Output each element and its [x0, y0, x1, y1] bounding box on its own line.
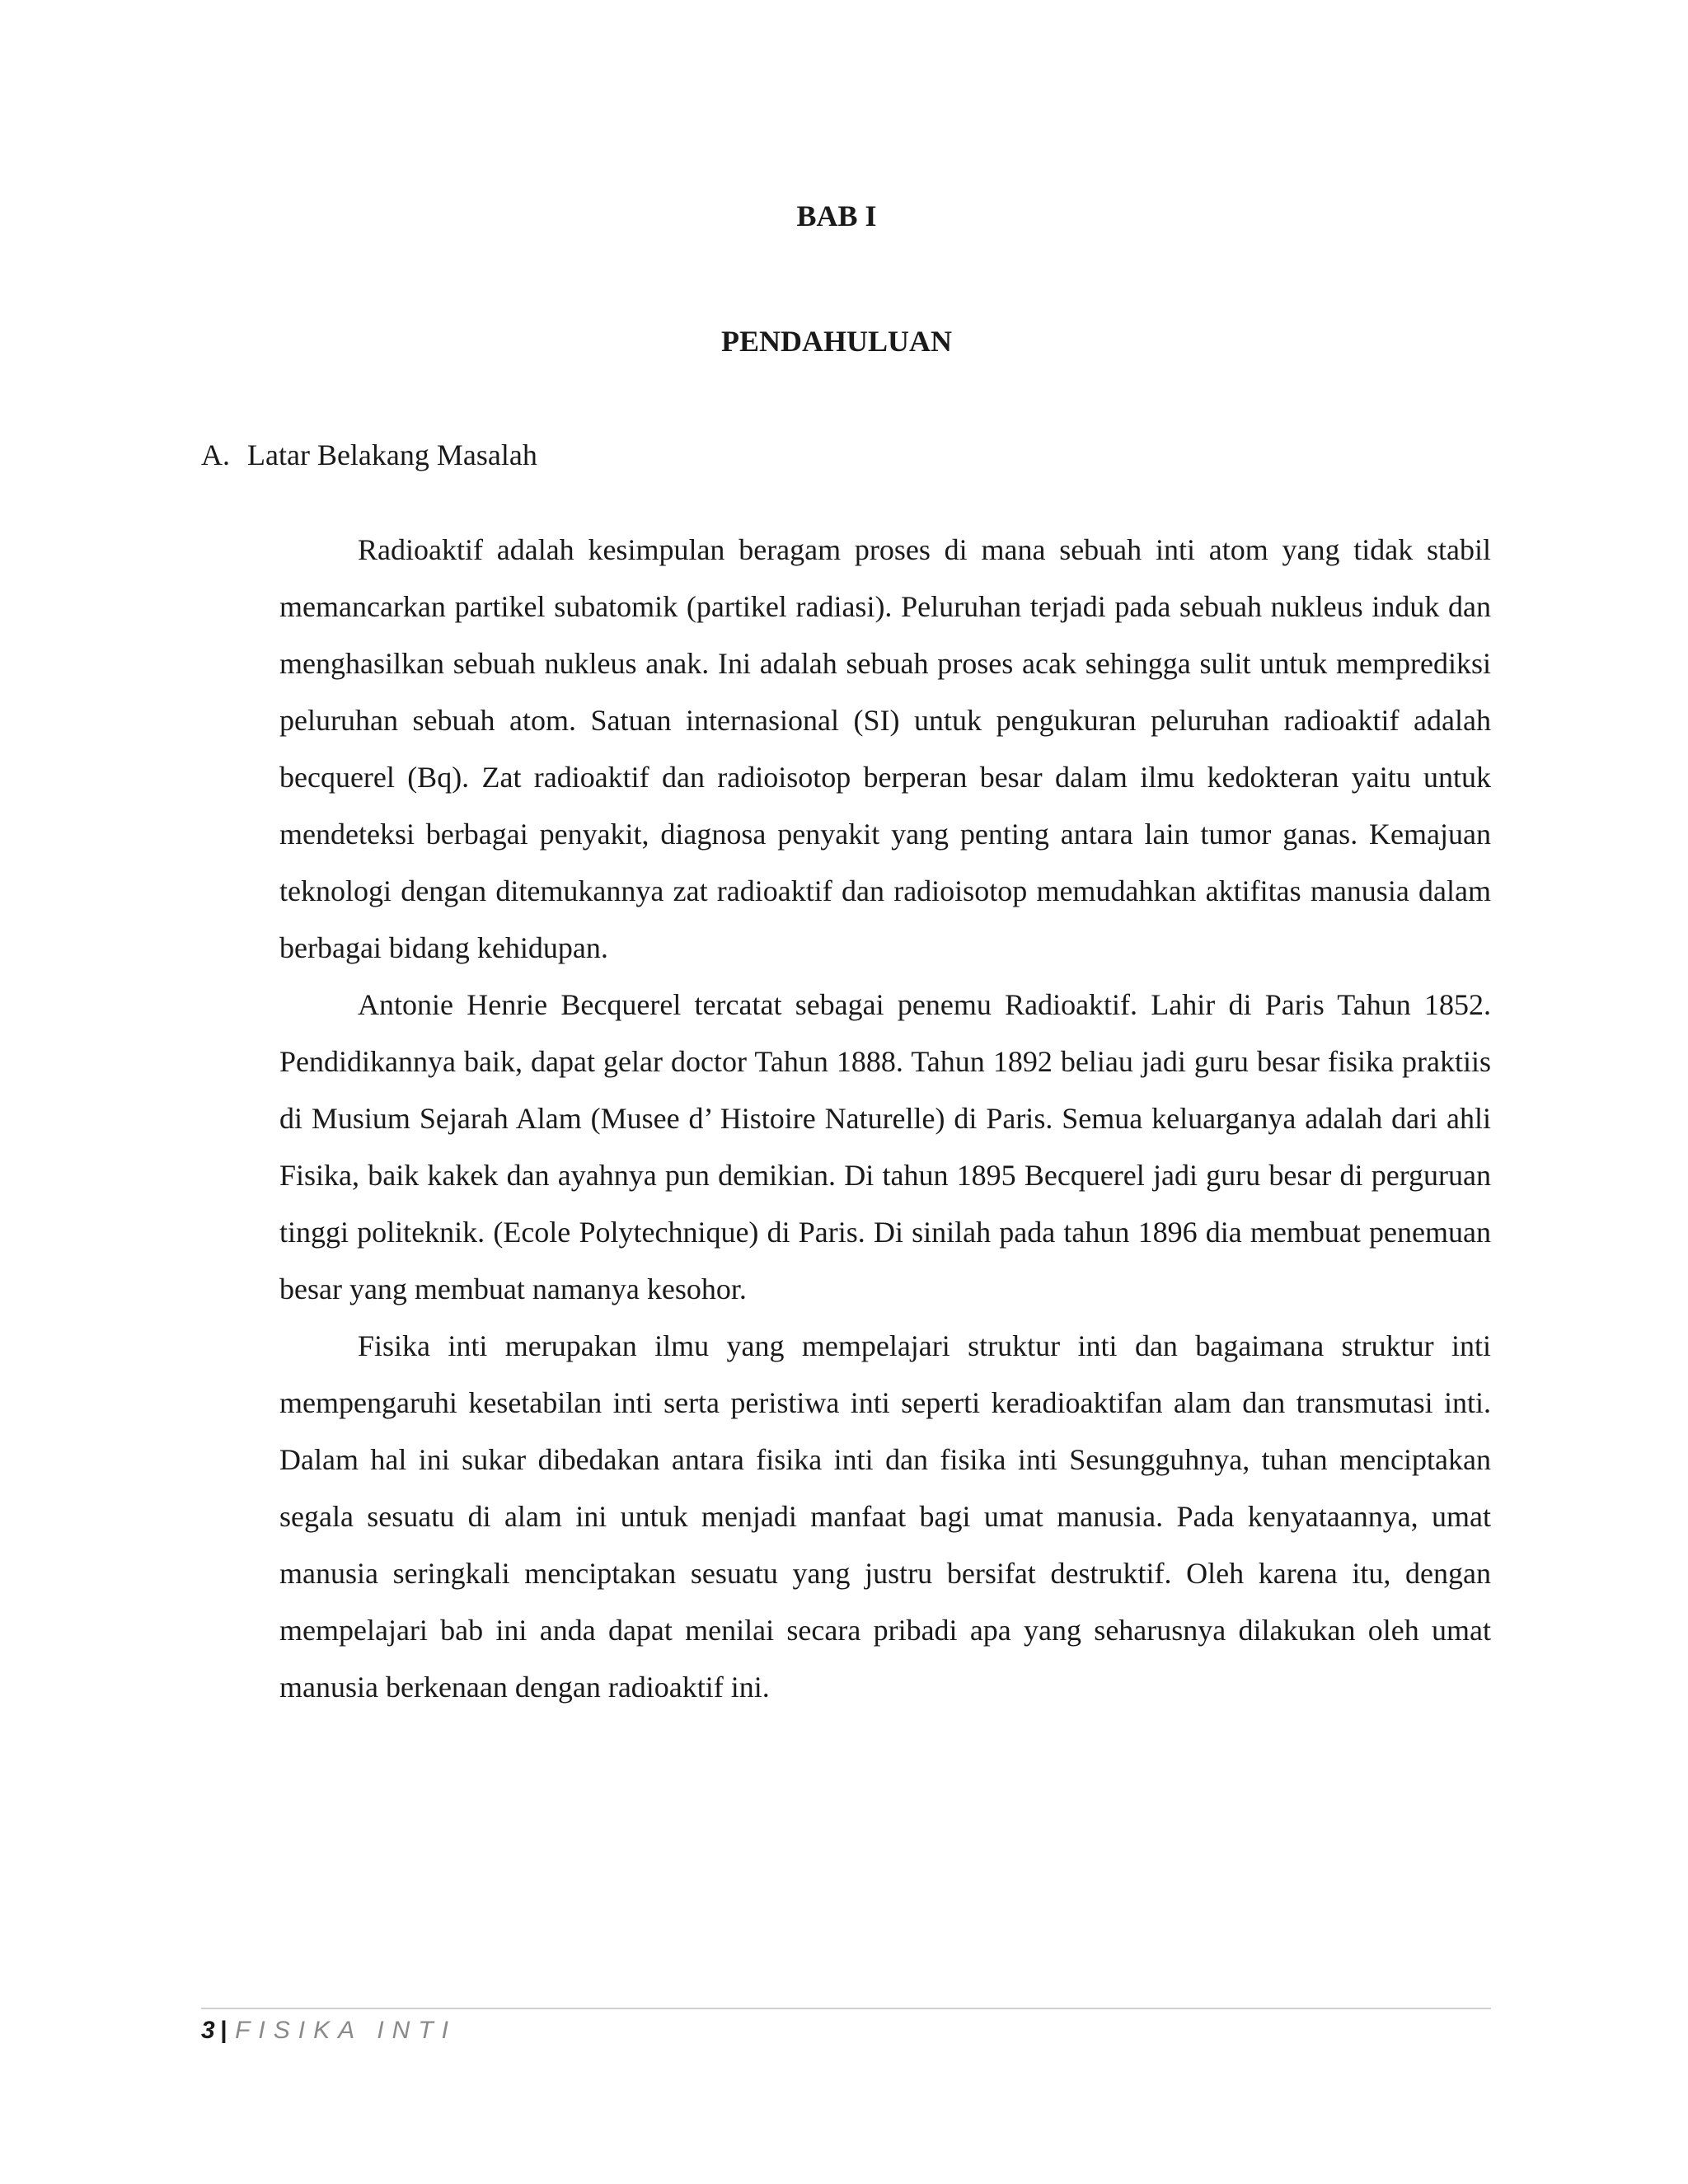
body-text — [279, 522, 1491, 1716]
section-title: Latar Belakang Masalah — [247, 438, 537, 471]
section-heading — [201, 435, 537, 475]
paragraph: Antonie Henrie Becquerel tercatat sebagai penemu Radioaktif. Lahir di Paris Tahun 1852. Pendidikannya baik, dapat gelar doctor Tahun 1888. Tahun 1892 beliau jadi guru besar fisika praktiis di Musium Sejarah Alam (Musee d’ Histoire Naturelle) di Paris. Semua keluarganya adalah dari ahli Fisika, baik kakek dan ayahnya pun demikian. Di tahun 1895 Becquerel jadi guru besar di perguruan tinggi politeknik. (Ecole Polytechnique) di Paris. Di sinilah pada tahun 1896 dia membuat penemuan besar yang membuat namanya kesohor. — [279, 988, 1491, 1305]
page-number: 3 — [201, 2017, 215, 2044]
section-number: A. — [201, 438, 230, 471]
chapter-heading: BAB I — [796, 199, 877, 232]
footer-divider — [201, 2008, 1491, 2009]
footer-separator: | — [219, 2017, 227, 2044]
chapter-title: PENDAHULUAN — [720, 325, 952, 358]
running-title: FISIKA INTI — [235, 2017, 457, 2044]
paragraph: Radioaktif adalah kesimpulan beragam proses di mana sebuah inti atom yang tidak stabil memancarkan partikel subatomik (partikel radiasi). Peluruhan terjadi pada sebuah nukleus induk dan menghasilkan sebuah nukleus anak. Ini adalah sebuah proses acak sehingga sulit untuk memprediksi peluruhan sebuah atom. Satuan internasional (SI) untuk pengukuran peluruhan radioaktif adalah becquerel (Bq). Zat radioaktif dan radioisotop berperan besar dalam ilmu kedokteran yaitu untuk mendeteksi berbagai penyakit, diagnosa penyakit yang penting antara lain tumor ganas. Kemajuan teknologi dengan ditemukannya zat radioaktif dan radioisotop memudahkan aktifitas manusia dalam berbagai bidang kehidupan. — [279, 533, 1491, 964]
page-footer — [201, 2013, 457, 2049]
paragraph: Fisika inti merupakan ilmu yang mempelajari struktur inti dan bagaimana struktur inti mempengaruhi kesetabilan inti serta peristiwa inti seperti keradioaktifan alam dan transmutasi inti. Dalam hal ini sukar dibedakan antara fisika inti dan fisika inti Sesungguhnya, tuhan menciptakan segala sesuatu di alam ini untuk menjadi manfaat bagi umat manusia. Pada kenyataannya, umat manusia seringkali menciptakan sesuatu yang justru bersifat destruktif. Oleh karena itu, dengan mempelajari bab ini anda dapat menilai secara pribadi apa yang seharusnya dilakukan oleh umat manusia berkenaan dengan radioaktif ini. — [279, 1329, 1491, 1704]
